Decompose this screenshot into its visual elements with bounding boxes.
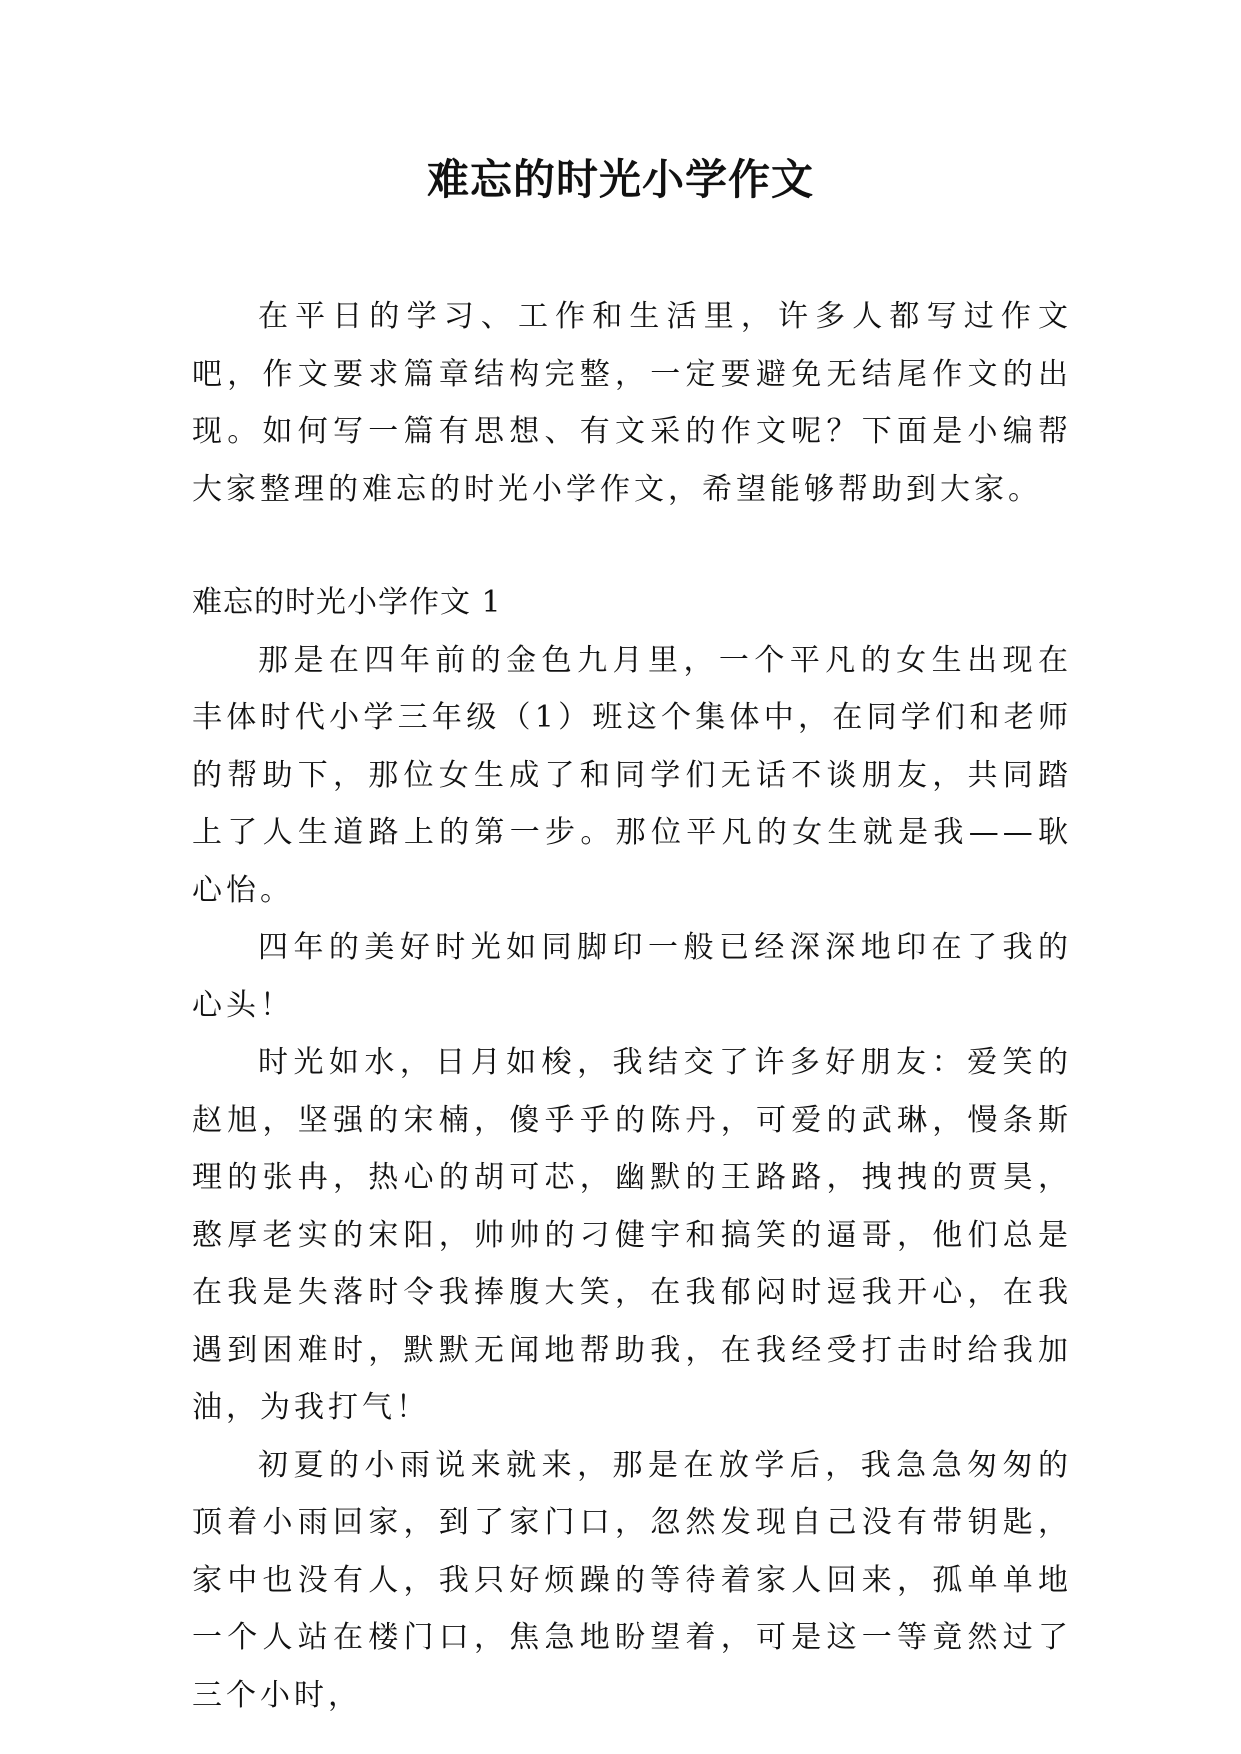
body-paragraph-2: 四年的美好时光如同脚印一般已经深深地印在了我的心头！: [192, 930, 1072, 1023]
body-paragraph-1: 那是在四年前的金色九月里，一个平凡的女生出现在丰体时代小学三年级（1）班这个集体中，在同学们和老师的帮助下，那位女生成了和同学们无话不谈朋友，共同踏上了人生道路上的第一步。那位平凡的女生就是我——耿心怡。: [192, 642, 1072, 908]
intro-paragraph: 在平日的学习、工作和生活里，许多人都写过作文吧，作文要求篇章结构完整，一定要避免无结尾作文的出现。如何写一篇有思想、有文采的作文呢？下面是小编帮大家整理的难忘的时光小学作文，希望能够帮助到大家。: [192, 299, 1072, 507]
document-body: [192, 288, 1072, 1724]
body-paragraph-3: 时光如水，日月如梭，我结交了许多好朋友：爱笑的赵旭，坚强的宋楠，傻乎乎的陈丹，可爱的武琳，慢条斯理的张冉，热心的胡可芯，幽默的王路路，拽拽的贾昊，憨厚老实的宋阳，帅帅的刁健宇和搞笑的逼哥，他们总是在我是失落时令我捧腹大笑，在我郁闷时逗我开心，在我遇到困难时，默默无闻地帮助我，在我经受打击时给我加油，为我打气！: [192, 1045, 1072, 1425]
body-paragraph-4: 初夏的小雨说来就来，那是在放学后，我急急匆匆的顶着小雨回家，到了家门口，忽然发现自己没有带钥匙，家中也没有人，我只好烦躁的等待着家人回来，孤单单地一个人站在楼门口，焦急地盼望着，可是这一等竟然过了三个小时，: [192, 1447, 1072, 1713]
section-heading: 难忘的时光小学作文 1: [192, 585, 502, 620]
document-title: 难忘的时光小学作文: [426, 155, 814, 204]
